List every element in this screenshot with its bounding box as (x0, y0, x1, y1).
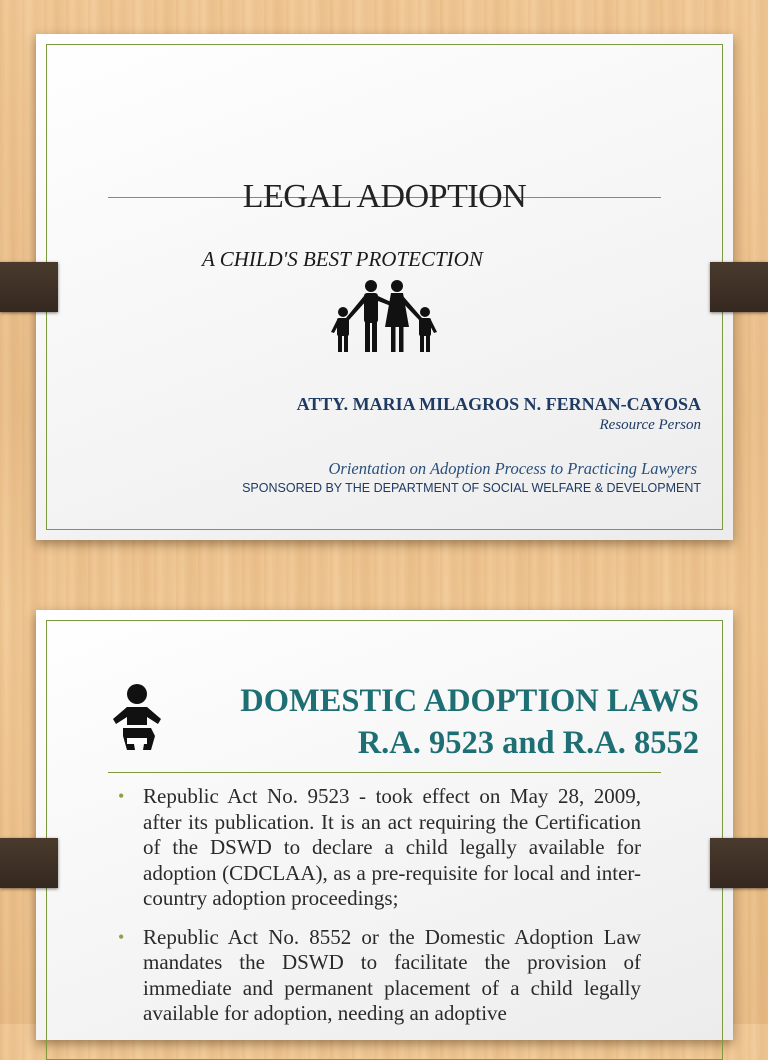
heading-line-1: DOMESTIC ADOPTION LAWS (240, 683, 699, 719)
bullet-marker: • (118, 786, 125, 806)
heading-line-2: R.A. 9523 and R.A. 8552 (357, 725, 699, 761)
title-slide (36, 34, 733, 540)
family-icon (329, 278, 439, 354)
binder-clip-left (0, 262, 58, 312)
list-item (116, 925, 641, 1027)
bullet-text: Republic Act No. 8552 or the Domestic Adoption Law mandates the DSWD to facilitate the provision of immediate and permanent placement of a child legally available for adoption, needing an adoptive (143, 924, 641, 1025)
baby-icon (109, 682, 165, 752)
bullet-list (116, 784, 641, 1040)
binder-clip-right (710, 838, 768, 888)
slide-subtitle: A CHILD'S BEST PROTECTION (202, 247, 483, 271)
sponsor-line: SPONSORED BY THE DEPARTMENT OF SOCIAL WELFARE & DEVELOPMENT (242, 481, 701, 495)
binder-clip-right (710, 262, 768, 312)
presenter-role: Resource Person (599, 417, 701, 433)
event-name: Orientation on Adoption Process to Practicing Lawyers (328, 459, 697, 478)
list-item (116, 784, 641, 912)
presenter-name: ATTY. MARIA MILAGROS N. FERNAN-CAYOSA (296, 394, 701, 414)
content-slide (36, 610, 733, 1040)
slide-heading (240, 680, 699, 764)
bullet-text: Republic Act No. 9523 - took effect on May 28, 2009, after its publication. It is an act requiring the Certification of the DSWD to declare a child legally available for adoption (CDCLAA), as a pre-requisite for local and inter-country adoption proceedings; (143, 784, 641, 910)
slide-title: LEGAL ADOPTION (242, 178, 527, 215)
binder-clip-left (0, 838, 58, 888)
bullet-marker: • (118, 926, 125, 947)
heading-rule (108, 772, 661, 773)
